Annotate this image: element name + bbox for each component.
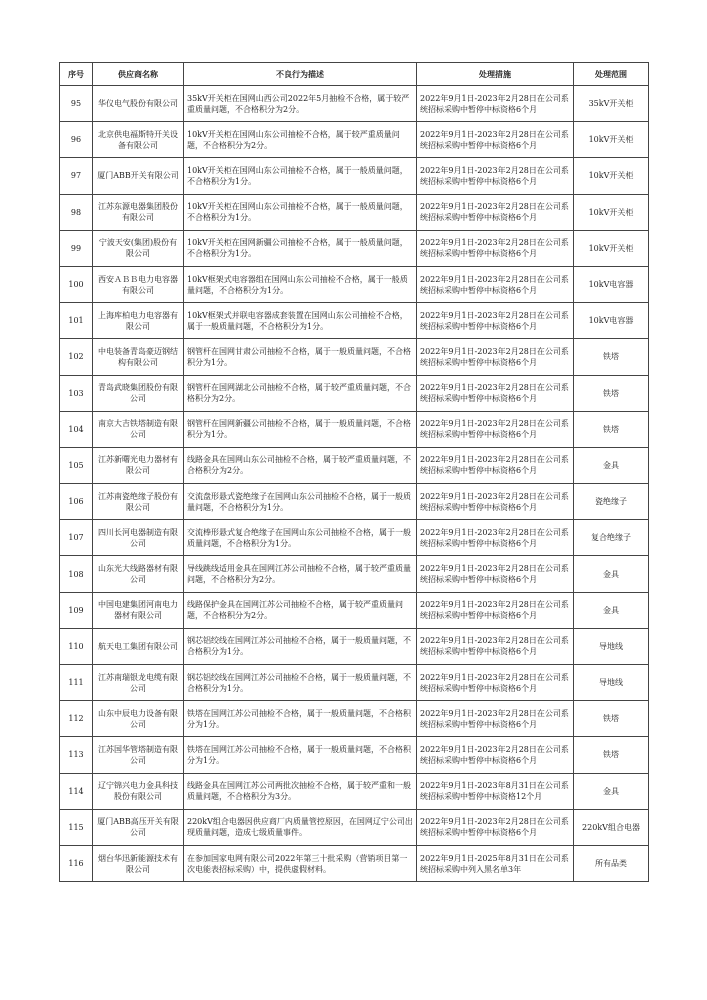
row-scope: 铁塔 — [574, 375, 649, 411]
row-description: 10kV开关柜在国网新疆公司抽检不合格，属于一般质量问题，不合格积分为1分。 — [184, 230, 417, 266]
row-vendor: 江苏新曙光电力器材有限公司 — [93, 447, 184, 483]
row-scope: 导地线 — [574, 628, 649, 664]
row-measure: 2022年9月1日-2023年2月28日在公司系统招标采购中暂停中标资格6个月 — [417, 665, 574, 701]
row-measure: 2022年9月1日-2023年2月28日在公司系统招标采购中暂停中标资格6个月 — [417, 628, 574, 664]
row-serial: 101 — [60, 303, 93, 339]
penalty-table — [59, 62, 649, 882]
table-body — [60, 86, 649, 882]
row-description: 交流棒形悬式复合绝缘子在国网山东公司抽检不合格，属于一般质量问题，不合格积分为1分。 — [184, 520, 417, 556]
table-row — [60, 375, 649, 411]
row-measure: 2022年9月1日-2023年2月28日在公司系统招标采购中暂停中标资格6个月 — [417, 158, 574, 194]
row-vendor: 宁波天安(集团)股份有限公司 — [93, 230, 184, 266]
row-measure: 2022年9月1日-2023年2月28日在公司系统招标采购中暂停中标资格6个月 — [417, 86, 574, 122]
table-row — [60, 339, 649, 375]
row-serial: 97 — [60, 158, 93, 194]
row-description: 10kV框架式电容器组在国网山东公司抽检不合格，属于一般质量问题，不合格积分为1分。 — [184, 266, 417, 302]
row-description: 铁塔在国网江苏公司抽检不合格，属于一般质量问题，不合格积分为1分。 — [184, 701, 417, 737]
row-description: 220kV组合电器因供应商厂内质量管控原因，在国网辽宁公司出现质量问题，造成七级质量事件。 — [184, 809, 417, 845]
row-scope: 220kV组合电器 — [574, 809, 649, 845]
row-serial: 105 — [60, 447, 93, 483]
table-row — [60, 556, 649, 592]
table-row — [60, 520, 649, 556]
table-row — [60, 592, 649, 628]
row-description: 10kV开关柜在国网山东公司抽检不合格，属于一般质量问题，不合格积分为1分。 — [184, 194, 417, 230]
row-measure: 2022年9月1日-2023年2月28日在公司系统招标采购中暂停中标资格6个月 — [417, 266, 574, 302]
row-description: 交流盘形悬式瓷绝缘子在国网山东公司抽检不合格，属于一般质量问题，不合格积分为1分。 — [184, 484, 417, 520]
row-description: 10kV开关柜在国网山东公司抽检不合格，属于一般质量问题，不合格积分为1分。 — [184, 158, 417, 194]
row-description: 钢管杆在国网湖北公司抽检不合格，属于较严重质量问题，不合格积分为2分。 — [184, 375, 417, 411]
table-row — [60, 737, 649, 773]
row-description: 钢管杆在国网新疆公司抽检不合格，属于一般质量问题，不合格积分为1分。 — [184, 411, 417, 447]
row-serial: 112 — [60, 701, 93, 737]
row-scope: 铁塔 — [574, 411, 649, 447]
table-row — [60, 194, 649, 230]
row-vendor: 山东中辰电力设备有限公司 — [93, 701, 184, 737]
row-description: 线路保护金具在国网江苏公司抽检不合格，属于较严重质量问题，不合格积分为2分。 — [184, 592, 417, 628]
table-row — [60, 447, 649, 483]
header-vendor: 供应商名称 — [93, 63, 184, 86]
row-measure: 2022年9月1日-2023年2月28日在公司系统招标采购中暂停中标资格6个月 — [417, 447, 574, 483]
row-serial: 108 — [60, 556, 93, 592]
row-serial: 104 — [60, 411, 93, 447]
row-measure: 2022年9月1日-2023年2月28日在公司系统招标采购中暂停中标资格6个月 — [417, 484, 574, 520]
row-measure: 2022年9月1日-2023年8月31日在公司系统招标采购中暂停中标资格12个月 — [417, 773, 574, 809]
row-measure: 2022年9月1日-2023年2月28日在公司系统招标采购中暂停中标资格6个月 — [417, 230, 574, 266]
row-vendor: 航天电工集团有限公司 — [93, 628, 184, 664]
row-serial: 95 — [60, 86, 93, 122]
row-description: 钢芯铝绞线在国网江苏公司抽检不合格，属于一般质量问题，不合格积分为1分。 — [184, 665, 417, 701]
row-description: 铁塔在国网江苏公司抽检不合格，属于一般质量问题，不合格积分为1分。 — [184, 737, 417, 773]
table-row — [60, 773, 649, 809]
row-vendor: 青岛武晓集团股份有限公司 — [93, 375, 184, 411]
row-scope: 金具 — [574, 447, 649, 483]
row-vendor: 西安ＡＢＢ电力电容器有限公司 — [93, 266, 184, 302]
row-measure: 2022年9月1日-2023年2月28日在公司系统招标采购中暂停中标资格6个月 — [417, 809, 574, 845]
table-row — [60, 628, 649, 664]
row-description: 在参加国家电网有限公司2022年第三十批采购（营销项目第一次电能表招标采购）中，提供虚假材料。 — [184, 845, 417, 881]
header-description: 不良行为描述 — [184, 63, 417, 86]
row-vendor: 江苏国华管塔制造有限公司 — [93, 737, 184, 773]
header-row — [60, 63, 649, 86]
row-description: 线路金具在国网山东公司抽检不合格，属于较严重质量问题，不合格积分为2分。 — [184, 447, 417, 483]
table-row — [60, 809, 649, 845]
row-vendor: 中国电建集团河南电力器材有限公司 — [93, 592, 184, 628]
row-vendor: 江苏南瓷绝缘子股份有限公司 — [93, 484, 184, 520]
table-row — [60, 266, 649, 302]
row-measure: 2022年9月1日-2023年2月28日在公司系统招标采购中暂停中标资格6个月 — [417, 303, 574, 339]
row-vendor: 山东光大线路器材有限公司 — [93, 556, 184, 592]
row-scope: 金具 — [574, 592, 649, 628]
row-measure: 2022年9月1日-2023年2月28日在公司系统招标采购中暂停中标资格6个月 — [417, 520, 574, 556]
row-scope: 10kV开关柜 — [574, 194, 649, 230]
row-vendor: 江苏东源电器集团股份有限公司 — [93, 194, 184, 230]
row-measure: 2022年9月1日-2023年2月28日在公司系统招标采购中暂停中标资格6个月 — [417, 556, 574, 592]
table-row — [60, 845, 649, 881]
table-row — [60, 158, 649, 194]
row-description: 35kV开关柜在国网山西公司2022年5月抽检不合格，属于较严重质量问题，不合格积分为2分。 — [184, 86, 417, 122]
row-scope: 10kV开关柜 — [574, 122, 649, 158]
row-vendor: 江苏南瑞银龙电缆有限公司 — [93, 665, 184, 701]
row-description: 导线跳线适用金具在国网江苏公司抽检不合格，属于较严重质量问题，不合格积分为2分。 — [184, 556, 417, 592]
table-row — [60, 122, 649, 158]
row-serial: 113 — [60, 737, 93, 773]
row-serial: 114 — [60, 773, 93, 809]
row-scope: 铁塔 — [574, 339, 649, 375]
row-scope: 10kV开关柜 — [574, 158, 649, 194]
row-measure: 2022年9月1日-2023年2月28日在公司系统招标采购中暂停中标资格6个月 — [417, 339, 574, 375]
table-row — [60, 484, 649, 520]
row-description: 10kV开关柜在国网山东公司抽检不合格，属于较严重质量问题，不合格积分为2分。 — [184, 122, 417, 158]
row-serial: 110 — [60, 628, 93, 664]
row-scope: 金具 — [574, 556, 649, 592]
row-scope: 铁塔 — [574, 737, 649, 773]
row-description: 线路金具在国网江苏公司两批次抽检不合格，属于较严重和一般质量问题，不合格积分为3分。 — [184, 773, 417, 809]
row-vendor: 烟台华迅新能源技术有限公司 — [93, 845, 184, 881]
row-measure: 2022年9月1日-2023年2月28日在公司系统招标采购中暂停中标资格6个月 — [417, 411, 574, 447]
row-scope: 35kV开关柜 — [574, 86, 649, 122]
row-vendor: 上海库柏电力电容器有限公司 — [93, 303, 184, 339]
row-serial: 103 — [60, 375, 93, 411]
row-scope: 金具 — [574, 773, 649, 809]
row-vendor: 四川长河电器制造有限公司 — [93, 520, 184, 556]
row-measure: 2022年9月1日-2023年2月28日在公司系统招标采购中暂停中标资格6个月 — [417, 375, 574, 411]
row-scope: 导地线 — [574, 665, 649, 701]
row-vendor: 中电装备青岛豪迈钢结构有限公司 — [93, 339, 184, 375]
row-measure: 2022年9月1日-2023年2月28日在公司系统招标采购中暂停中标资格6个月 — [417, 122, 574, 158]
table-header — [60, 63, 649, 86]
row-vendor: 南京大吉铁塔制造有限公司 — [93, 411, 184, 447]
row-measure: 2022年9月1日-2025年8月31日在公司系统招标采购中列入黑名单3年 — [417, 845, 574, 881]
row-scope: 复合绝缘子 — [574, 520, 649, 556]
row-serial: 106 — [60, 484, 93, 520]
row-serial: 111 — [60, 665, 93, 701]
row-scope: 10kV开关柜 — [574, 230, 649, 266]
row-scope: 所有品类 — [574, 845, 649, 881]
row-measure: 2022年9月1日-2023年2月28日在公司系统招标采购中暂停中标资格6个月 — [417, 194, 574, 230]
row-vendor: 厦门ABB高压开关有限公司 — [93, 809, 184, 845]
row-measure: 2022年9月1日-2023年2月28日在公司系统招标采购中暂停中标资格6个月 — [417, 737, 574, 773]
table-row — [60, 303, 649, 339]
row-scope: 瓷绝缘子 — [574, 484, 649, 520]
row-description: 钢芯铝绞线在国网江苏公司抽检不合格，属于一般质量问题，不合格积分为1分。 — [184, 628, 417, 664]
row-serial: 100 — [60, 266, 93, 302]
row-serial: 96 — [60, 122, 93, 158]
row-measure: 2022年9月1日-2023年2月28日在公司系统招标采购中暂停中标资格6个月 — [417, 701, 574, 737]
row-scope: 铁塔 — [574, 701, 649, 737]
row-scope: 10kV电容器 — [574, 303, 649, 339]
header-scope: 处理范围 — [574, 63, 649, 86]
row-vendor: 厦门ABB开关有限公司 — [93, 158, 184, 194]
row-vendor: 华仪电气股份有限公司 — [93, 86, 184, 122]
row-vendor: 北京供电福斯特开关设备有限公司 — [93, 122, 184, 158]
row-serial: 116 — [60, 845, 93, 881]
row-measure: 2022年9月1日-2023年2月28日在公司系统招标采购中暂停中标资格6个月 — [417, 592, 574, 628]
row-serial: 99 — [60, 230, 93, 266]
row-description: 10kV框架式并联电容器成套装置在国网山东公司抽检不合格，属于一般质量问题，不合格积分为1分。 — [184, 303, 417, 339]
table-row — [60, 86, 649, 122]
row-serial: 102 — [60, 339, 93, 375]
row-serial: 107 — [60, 520, 93, 556]
header-serial: 序号 — [60, 63, 93, 86]
table-row — [60, 230, 649, 266]
row-serial: 115 — [60, 809, 93, 845]
table-row — [60, 411, 649, 447]
row-serial: 98 — [60, 194, 93, 230]
row-serial: 109 — [60, 592, 93, 628]
table-row — [60, 665, 649, 701]
header-measure: 处理措施 — [417, 63, 574, 86]
table-row — [60, 701, 649, 737]
row-scope: 10kV电容器 — [574, 266, 649, 302]
row-vendor: 辽宁锦兴电力金具科技股份有限公司 — [93, 773, 184, 809]
row-description: 钢管杆在国网甘肃公司抽检不合格，属于一般质量问题，不合格积分为1分。 — [184, 339, 417, 375]
